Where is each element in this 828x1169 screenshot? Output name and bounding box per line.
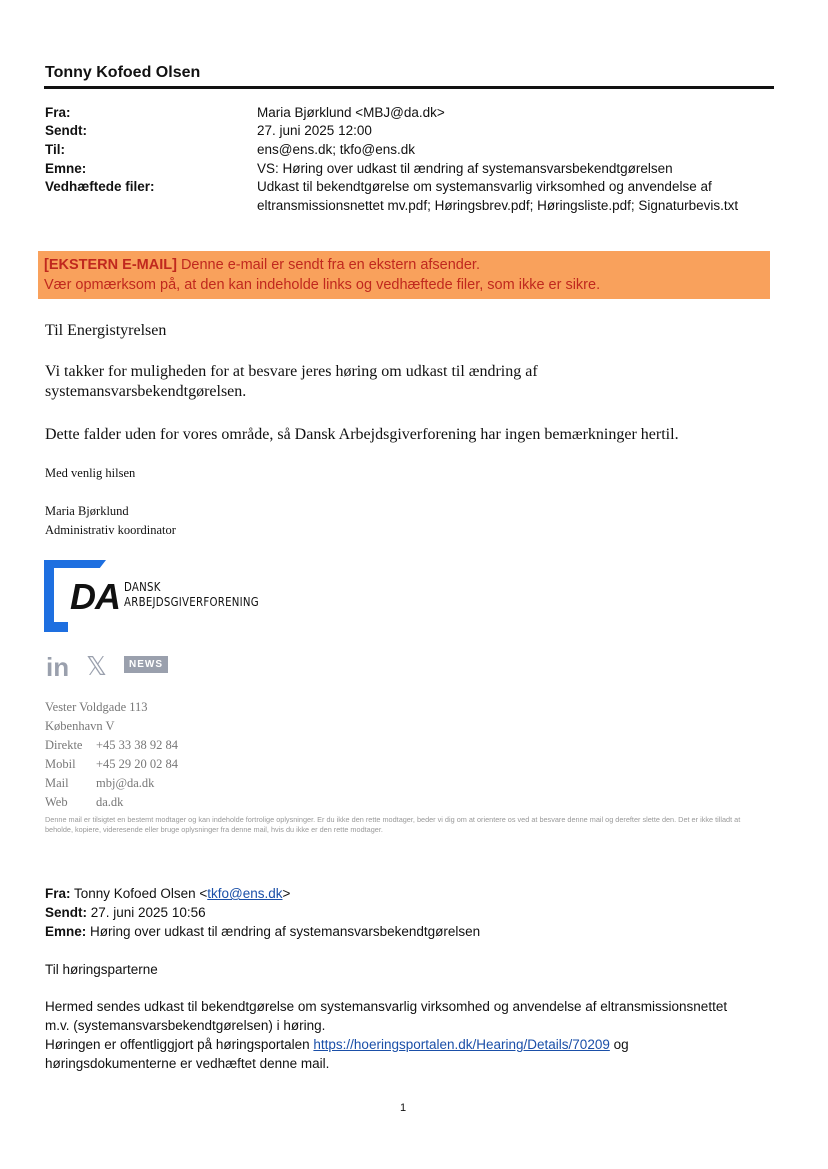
contact-street: Vester Voldgade 113 [45,700,148,714]
fwd-subject-value: Høring over udkast til ændring af systemansvarsbekendtgørelsen [86,924,481,939]
greeting: Til Energistyrelsen [45,322,167,339]
fwd-paragraph-2-line1 [45,1035,629,1054]
x-icon[interactable]: 𝕏 [86,652,107,682]
confidentiality-disclaimer: Denne mail er tilsigtet en bestemt modtager og kan indeholde fortrolige oplysninger. Er du ikke den rette modtager, beder vi dig om at orientere os ved at besvare denne mail og derefter slette den. Det er ikke tilladt at beholde, kopiere, videresende eller bruge oplysninger fra denne mail, hvis du ikke er den rette modtager. [45,815,741,834]
logo-frame-bottom [44,622,68,632]
fwd-from-row [45,884,290,903]
subject-label: Emne: [45,161,87,176]
from-value: Maria Bjørklund <MBJ@da.dk> [257,105,445,120]
fwd-subject-label: Emne: [45,924,87,939]
sent-value: 27. juni 2025 12:00 [257,123,372,138]
attachments-line2: eltransmissionsnettet mv.pdf; Høringsbrev.pdf; Høringsliste.pdf; Signaturbevis.txt [257,198,739,213]
mobile-label: Mobil [45,757,76,771]
body-paragraph-1-line2: systemansvarsbekendtgørelsen. [45,383,247,400]
closing: Med venlig hilsen [45,466,136,480]
to-value: ens@ens.dk; tkfo@ens.dk [257,142,415,157]
fwd-from-close: > [282,886,291,901]
fwd-sent-value: 27. juni 2025 10:56 [87,905,206,920]
banner-tag: [EKSTERN E-MAIL] [44,257,177,273]
contact-direct-row [45,736,178,755]
mail-label: Mail [45,776,69,790]
banner-line2: Vær opmærksom på, at den kan indeholde links og vedhæftede filer, som ikke er sikre. [44,277,601,293]
da-logo-mark: DA [70,576,120,617]
to-label: Til: [45,142,65,157]
banner-line1: Denne e-mail er sendt fra en ekstern afsender. [176,257,480,273]
web-label: Web [45,795,68,809]
page-number: 1 [400,1102,407,1114]
web-address[interactable]: da.dk [96,795,124,809]
fwd-sent-label: Sendt: [45,905,87,920]
mail-address[interactable]: mbj@da.dk [96,776,155,790]
da-logo-text [124,580,259,610]
fwd-sent-row [45,903,206,922]
from-label: Fra: [45,105,71,120]
fwd-from-name: Tonny Kofoed Olsen < [70,886,208,901]
sent-label: Sendt: [45,123,87,138]
fwd-subject-row [45,922,480,941]
contact-block [45,698,178,812]
body-paragraph-2: Dette falder uden for vores område, så Dansk Arbejdsgiverforening har ingen bemærkninger hertil. [45,426,679,443]
attachments-line1: Udkast til bekendtgørelse om systemansvarlig virksomhed og anvendelse af [257,179,712,194]
direct-label: Direkte [45,738,83,752]
direct-phone: +45 33 38 92 84 [96,738,179,752]
logo-frame-top [44,560,106,568]
header-divider [44,86,774,89]
logo-name-line2: ARBEJDSGIVERFORENING [124,595,259,609]
fwd-greeting: Til høringsparterne [45,962,158,977]
body-paragraph-1-line1: Vi takker for muligheden for at besvare jeres høring om udkast til ændring af [45,363,538,380]
signature-title: Administrativ koordinator [45,523,176,537]
contact-mail-row [45,774,178,793]
attachments-label: Vedhæftede filer: [45,179,155,194]
news-badge[interactable]: NEWS [124,656,168,673]
linkedin-icon[interactable]: in [46,652,70,682]
fwd-p2-pre: Høringen er offentliggjort på høringsportalen [45,1037,314,1052]
hearing-portal-link[interactable]: https://hoeringsportalen.dk/Hearing/Details/70209 [313,1037,610,1052]
subject-value: VS: Høring over udkast til ændring af systemansvarsbekendtgørelsen [257,161,673,176]
external-email-banner [38,251,770,299]
fwd-paragraph-1-line2: m.v. (systemansvarsbekendtgørelsen) i høring. [45,1018,326,1033]
fwd-paragraph-1-line1: Hermed sendes udkast til bekendtgørelse om systemansvarlig virksomhed og anvendelse af eltransmissionsnettet [45,999,728,1014]
fwd-from-email-link[interactable]: tkfo@ens.dk [207,886,283,901]
contact-web-row [45,793,178,812]
logo-name-line1: DANSK [124,580,161,594]
mobile-phone: +45 29 20 02 84 [96,757,179,771]
fwd-from-label: Fra: [45,886,71,901]
contact-city: København V [45,719,115,733]
mailbox-owner: Tonny Kofoed Olsen [45,64,201,81]
contact-mobile-row [45,755,178,774]
fwd-paragraph-2-line2: høringsdokumenterne er vedhæftet denne mail. [45,1056,330,1071]
signature-name: Maria Bjørklund [45,504,129,518]
fwd-p2-post: og [609,1037,629,1052]
